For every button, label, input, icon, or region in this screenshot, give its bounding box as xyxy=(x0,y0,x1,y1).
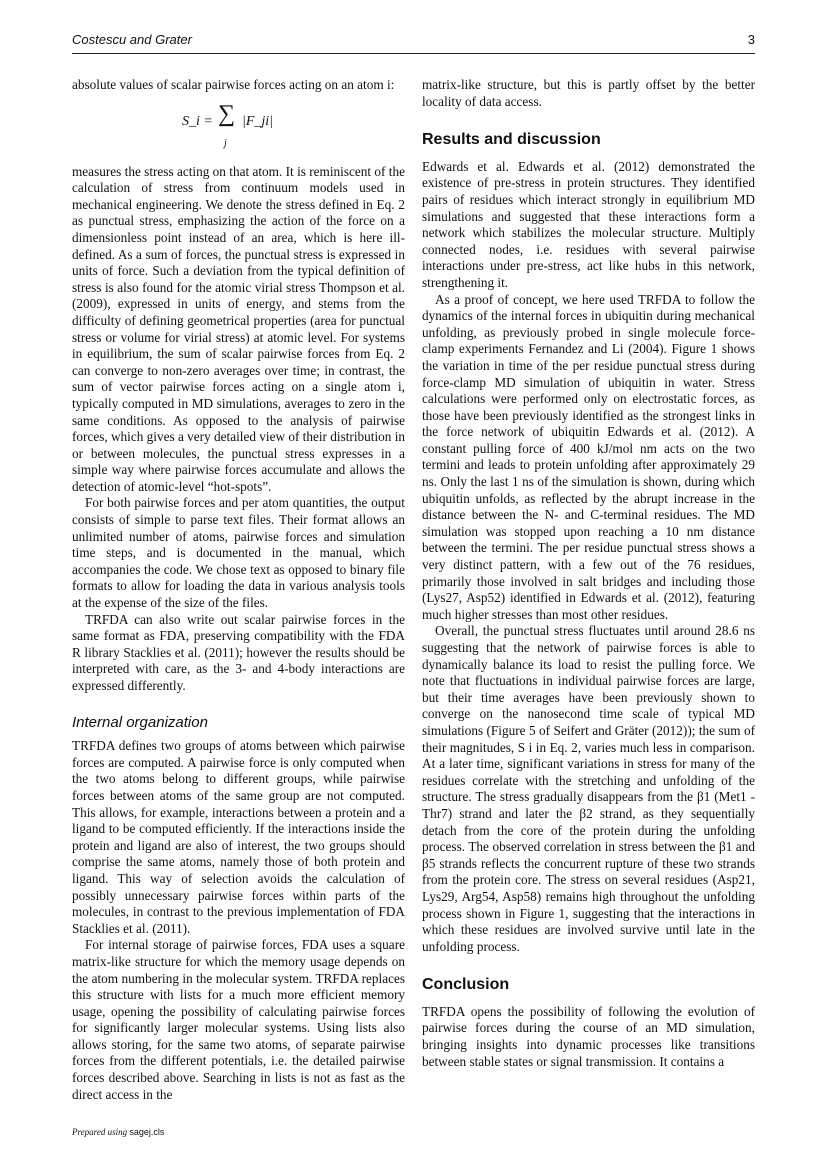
page-number: 3 xyxy=(747,32,755,47)
paragraph-conclusion: TRFDA opens the possibility of following the evolution of pairwise forces during the course of an MD simulation, bringing insights into dynamic processes like transitions between stable states or signal transmission. It contains a xyxy=(422,1003,755,1069)
heading-results-discussion: Results and discussion xyxy=(422,131,601,149)
left-column xyxy=(72,77,405,1103)
heading-conclusion: Conclusion xyxy=(422,976,510,994)
summation-symbol: ∑ xyxy=(218,100,236,127)
equation-intro: absolute values of scalar pairwise forces acting on an atom i: xyxy=(72,77,395,92)
footer-prepared: Prepared using xyxy=(72,1127,128,1137)
subheading-internal-organization: Internal organization xyxy=(72,713,208,731)
paragraph-punctual-stress: measures the stress acting on that atom. It is reminiscent of the calculation of stress from continuum models used in mechanical engineering. We denote the stress defined in Eq. 2 as punctual stress, emphasizing the action of the force on a dimensionless point instead of an area, which is here ill-defined. As a sum of forces, the punctual stress is expressed in units of force. Such a deviation from the typical definition of stress is also found for the atomic virial stress Thompson et al. (2009), expressed in units of energy, and stems from the difficulty of defining geometrical properties (area for punctual stress or volume for virial stress) at atomic level. For systems in equilibrium, the sum of scalar pairwise forces from Eq. 2 can converge to non-zero averages over time; in contrast, the sum of vector pairwise forces acting on a single atom i, typically computed in MD simulations, averages to zero in the same conditions. As opposed to the analysis of pairwise forces, which gives a very detailed view of their distribution in or between molecules, the punctual stress expresses in a simple way where pairwise forces accumulate and allows the detection of atomic-level “hot-spots”. xyxy=(72,163,405,494)
equation-2 xyxy=(72,100,405,152)
paragraph-locality: matrix-like structure, but this is partly offset by the better locality of data access. xyxy=(422,77,755,109)
equation-lhs: S_i = xyxy=(182,113,213,129)
footer-cls: sagej.cls xyxy=(129,1127,165,1137)
paragraph-fda-compat: TRFDA can also write out scalar pairwise forces in the same format as FDA, preserving compatibility with the FDA R library Stacklies et al. (2011); however the results should be interpreted with care, as the 3- and 4-body interactions are expressed differently. xyxy=(72,611,405,693)
equation-rhs: |F_ji| xyxy=(242,113,274,129)
paragraph-groups: TRFDA defines two groups of atoms between which pairwise forces are computed. A pairwise force is only computed when the two atoms belong to different groups, while pairwise forces between atoms of the same group are not computed. This allows, for example, interactions between a protein and a ligand to be computed efficiently. If the interactions inside the protein and ligand are also of interest, the two groups should comprise the same atoms, namely those of both protein and ligand. This way of selection avoids the calculation of possibly unnecessary pairwise forces within parts of the molecules, in contrast to the previous implementation of FDA Stacklies et al. (2011). xyxy=(72,738,405,936)
right-column xyxy=(422,77,755,1070)
paragraph-fluctuations: Overall, the punctual stress fluctuates until around 28.6 ns suggesting that the network of pairwise forces is able to dynamically balance its load to resist the pulling force. We note that fluctuations in individual pairwise forces are large, but their time averages have been previously shown to converge on the nanosecond time scale of typical MD simulations (Figure 5 of Seifert and Gräter (2012)); the sum of their magnitudes, S i in Eq. 2, varies much less in comparison. At a later time, significant variations in stress for many of the residues correlate with the stretching and unfolding of the structure. The stress gradually disappears from the β1 (Met1 - Thr7) strand and later the β2 strand, as they sequentially detach from the core of the protein during the unfolding process. The observed correlation in stress between the β1 and β5 strands reflects the concurrent rupture of these two strands from the protein core. The stress on several residues (Asp21, Lys29, Arg54, Asp58) remains high throughout the unfolding process shown in Figure 1, suggesting that the interactions in which these residues are involved survive until late in the unfolding process. xyxy=(422,623,755,954)
summation-index: j xyxy=(224,137,227,149)
footer xyxy=(72,1127,164,1137)
paragraph-prestress: Edwards et al. Edwards et al. (2012) demonstrated the existence of pre-stress in protein structures. They identified pairs of residues which interact strongly in equilibrium MD simulations and suggested that these interactions form a network which stabilizes the molecular structure. Multiply connected nodes, i.e. residues with several pairwise interactions under pre-stress, act like hubs in this network, strengthening it. xyxy=(422,158,755,290)
running-header-authors: Costescu and Grater xyxy=(72,32,192,47)
paragraph-proof-of-concept: As a proof of concept, we here used TRFDA to follow the dynamics of the internal forces in ubiquitin during mechanical unfolding, as previously probed in single molecule force-clamp experiments Fernandez and Li (2004). Figure 1 shows the variation in time of the per residue punctual stress during force-clamp MD simulation of ubiquitin in water. Stress calculations were performed only on electrostatic forces, as those have been previously identified as the strongest links in the force network of ubiquitin Edwards et al. (2012). A constant pulling force of 400 kJ/mol nm acts on the two termini and leads to protein unfolding after approximately 29 ns. Only the last 1 ns of the simulation is shown, during which ubiquitin unfolds, as reflected by the abrupt increase in the distance between the N- and C-terminal residues. The MD simulation was stopped upon reaching a 10 nm distance between the termini. The per residue punctual stress shows a very distinct pattern, with a few out of the 76 residues, primarily those involved in salt bridges and including those (Lys27, Asp52) identified in Edwards et al. (2012), featuring much higher stresses than most other residues. xyxy=(422,291,755,622)
paragraph-storage: For internal storage of pairwise forces, FDA uses a square matrix-like structure for which the memory usage depends on the atom numbering in the molecular system. TRFDA replaces this structure with lists for a much more efficient memory usage, opening the possibility of calculating pairwise forces for significantly larger molecular systems. Using lists also allows storing, for the same two atoms, of separate pairwise forces from the different potentials, i.e. the detailed pairwise forces described above. Searching in lists is not as fast as the direct access in the xyxy=(72,937,405,1102)
paragraph-output-format: For both pairwise forces and per atom quantities, the output consists of simple to parse text files. Their format allows an unlimited number of atoms, pairwise forces and simulation time steps, and is documented in the manual, which accompanies the code. We chose text as opposed to binary file formats to allow for loading the data in various analysis tools at the expense of the size of the files. xyxy=(72,495,405,611)
header-rule xyxy=(72,53,755,54)
